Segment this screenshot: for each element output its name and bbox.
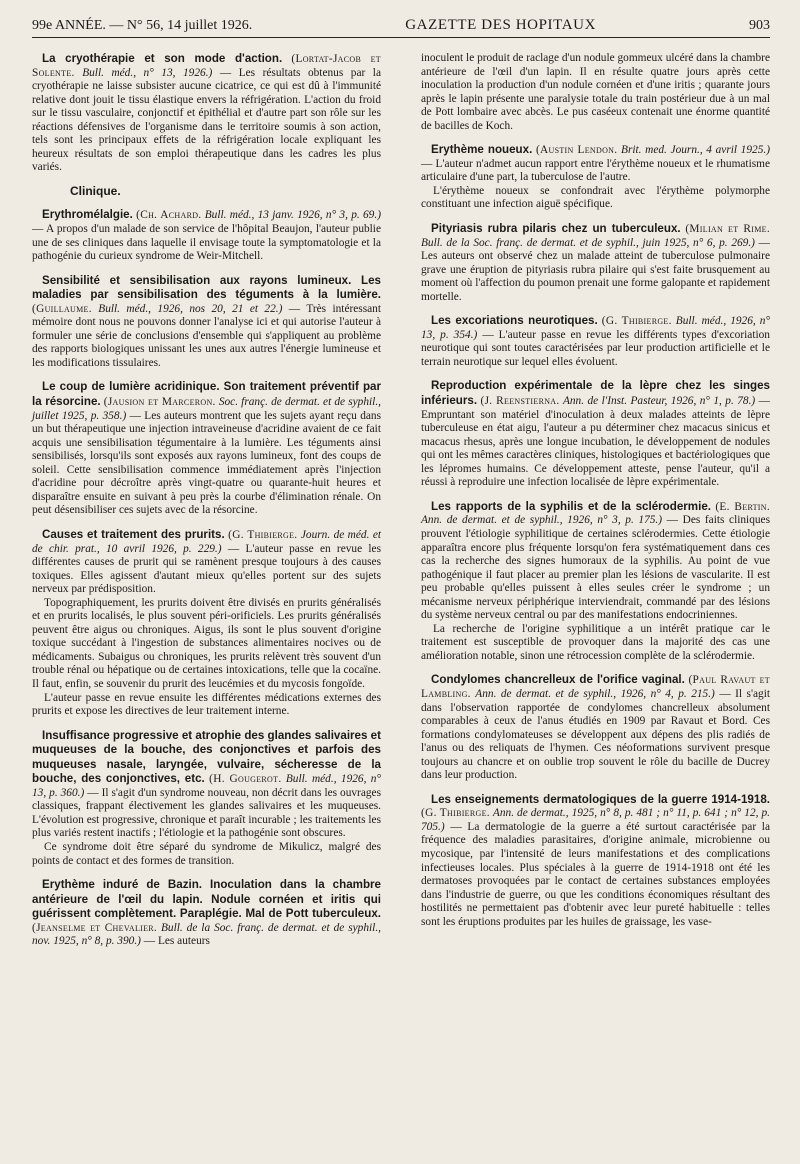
article-text: — Les auteurs ont observé chez un malade atteint de tuberculose pulmonaire grave une éruption de pityriasis rubra pilaire qui s'est faite brusquement au moment où l'affection du poumon prenait une forme galopante et rapidement mortelle. bbox=[421, 236, 771, 303]
article-source: Bull. de la Soc. franç. de dermat. et de syphil., juin 1925, n° 6, p. 269.) bbox=[421, 236, 755, 249]
article-title: Erythromélalgie. bbox=[42, 208, 133, 222]
article-cryotherapie bbox=[32, 52, 381, 175]
article-authors: (Ch. Achard. bbox=[136, 209, 202, 222]
article-source: Bull. méd., 1926, n° 13, p. 354.) bbox=[421, 315, 770, 341]
article-source: Ann. de l'Inst. Pasteur, 1926, n° 1, p. 78.) bbox=[562, 395, 756, 408]
article-authors: (J. Reenstierna. bbox=[480, 395, 560, 408]
page-header bbox=[32, 12, 770, 38]
article-paragraph: Ce syndrome doit être séparé du syndrome de Mikulicz, malgré des points de contact et des formes de transition. bbox=[32, 840, 381, 867]
article-source: Bull. de la Soc. franç. de dermat. et de syphil., nov. 1925, n° 8, p. 390.) bbox=[32, 921, 381, 948]
article-title: Insuffisance progressive et atrophie des glandes salivaires et muqueuses de la bouche, des conjonctives et parfois des muqueuses nasale, laryngée, vulvaire, sécheresse de la bouche, des conjonctives, etc. bbox=[32, 728, 381, 786]
article-lepre bbox=[421, 379, 770, 489]
article-paragraph: La recherche de l'origine syphilitique a un intérêt pratique car le traitement est susceptible de provoquer dans la majorité des cas une amélioration notable, sinon une rétrocession complète de la sclérodermie. bbox=[421, 622, 770, 662]
article-text: — Très intéressant mémoire dont nous ne pouvons donner l'analyse ici et qui autorise l'auteur à formuler une série de conclusions d'ensemble qui s'appliquent au problème des rapports biologiques unissant les unes aux autres l'énergie lumineuse et les modifications tissulaires. bbox=[32, 302, 381, 369]
article-paragraph: Topographiquement, les prurits doivent être divisés en prurits généralisés et en prurits localisés, le plus souvent péri-orificiels. Les prurits généralisés peuvent être aigus ou chroniques. Aigus, ils sont le plus souvent d'origine toxique succédant à l'ingestion de substances alimentaires nocives ou de médicaments. Subaigus ou chroniques, les prurits relèvent très souvent d'un trouble rénal ou hépatique ou de certaines intoxications, telle que la cocaïne. Il faut, enfin, se souvenir du prurit des leucémies et du mycosis fongoïde. bbox=[32, 596, 381, 690]
article-source: Soc. franç. de dermat. et de syphil., juillet 1925, p. 358.) bbox=[32, 396, 381, 422]
article-authors: (H. Gougerot. bbox=[209, 773, 282, 786]
article-authors: (G. Thibierge. bbox=[228, 528, 298, 541]
article-text: — Il s'agit d'un syndrome nouveau, non décrit dans les ouvrages classiques, frappant électivement les glandes salivaires et les muqueuses. L'évolution est progressive, chronique et paraît incurable ; les traitements les plus variés restent inactifs ; l'étiologie et la pathogénie sont obscures. bbox=[32, 786, 381, 840]
issue-info: 99e ANNÉE. — N° 56, 14 juillet 1926. bbox=[32, 18, 253, 33]
article-erytheme-noueux bbox=[421, 143, 770, 212]
article-text: — L'auteur passe en revue les différentes causes de prurit qui se ramènent presque toujours à des causes toxiques. Elles agissent d'autant mieux qu'elles portent sur des sujets nerveux par prédisposition. bbox=[32, 542, 382, 596]
article-source: Brit. med. Journ., 4 avril 1925.) bbox=[621, 144, 770, 157]
article-text: — La dermatologie de la guerre a été surtout caractérisée par la fréquence des maladies parasitaires, d'origine animale, microbienne ou mycosique, par l'intensité de leurs manifestations et des complications infectieuses locales. Plus spéciales à la guerre de 1914-1918 ont été les dermatoses provoquées par le contact de certaines substances employées dans l'industrie de guerre, ou que les conditions économiques résultant des hostilités ne permettaient pas d'obtenir avec leur pureté habituelle : telles sont les éruptions produites par les huiles de graissage, les vase- bbox=[421, 820, 770, 928]
article-authors: (Lortat-Jacob et Solente. bbox=[32, 53, 381, 79]
article-title: Erythème induré de Bazin. Inoculation dans la chambre antérieure de l'œil du lapin. Nodule cornéen et iritis qui guérissent complètement. Paraplégie. Mal de Pott tuberculeux. bbox=[32, 878, 381, 921]
article-prurits bbox=[32, 528, 381, 719]
article-authors: (Guillaume. bbox=[32, 302, 92, 315]
right-column bbox=[421, 52, 770, 959]
article-source: Ann. de dermat., 1925, n° 8, p. 481 ; n° 11, p. 641 ; n° 12, p. 705.) bbox=[421, 807, 770, 833]
article-text: — Les auteurs bbox=[143, 935, 210, 948]
article-title: Reproduction expérimentale de la lèpre chez les singes inférieurs. bbox=[421, 379, 770, 408]
article-sensibilite bbox=[32, 274, 381, 371]
two-column-body bbox=[32, 52, 770, 959]
article-title: Condylomes chancrelleux de l'orifice vaginal. bbox=[431, 673, 685, 687]
article-source: Ann. de dermat. et de syphil., 1926, n° 3, p. 175.) bbox=[421, 514, 663, 527]
article-authors: (G. Thibierge. bbox=[601, 315, 672, 328]
article-coup-de-lumiere bbox=[32, 380, 381, 517]
article-syphilis-sclerodermie bbox=[421, 500, 770, 664]
article-enseignements-guerre bbox=[421, 793, 770, 929]
article-text: — L'auteur passe en revue les différents types d'excoriation neurotique qui sont toutes caractérisées par leur production artificielle et le terrain neurotique sur lequel elles évoluent. bbox=[421, 328, 770, 368]
article-text: — Les résultats obtenus par la cryothérapie ne laisse subsister aucune cicatrice, ce qui est dû à l'immunité relative dont jouit le tissu élastique envers la réfrigération. L'action du froid sur le tissu vasculaire, conjonctif et épithélial et d'autre part son rôle sur les réactions défensives de l'organisme dans le territoire soumis à son action, tels sont les principaux effets de la réfrigération locale expliquant les heureux résultats de son emploi thérapeutique dans les cadres les plus variés. bbox=[32, 66, 381, 174]
article-paragraph: L'auteur passe en revue ensuite les différentes médications externes des prurits et expose les directives de leur traitement interne. bbox=[32, 691, 381, 718]
article-title: Le coup de lumière acridinique. Son traitement préventif par la résorcine. bbox=[32, 380, 381, 409]
article-source: Bull. méd., 1926, nos 20, 21 et 22.) bbox=[98, 302, 283, 315]
journal-title: GAZETTE DES HOPITAUX bbox=[405, 17, 597, 33]
article-authors: (Paul Ravaut et Lambling. bbox=[421, 674, 770, 700]
article-authors: (Austin Lendon. bbox=[535, 144, 618, 157]
article-text: — A propos d'un malade de son service de l'hôpital Beaujon, l'auteur publie une de ses cliniques dans laquelle il envisage toute la symptomatologie et la pathogénie du curieux syndrome de Weir-Mitchell. bbox=[32, 223, 381, 263]
article-source: Journ. de méd. et de chir. prat., 10 avril 1926, p. 229.) bbox=[32, 528, 382, 555]
article-source: Bull. méd., 1926, n° 13, p. 360.) bbox=[32, 773, 381, 799]
article-title: Sensibilité et sensibilisation aux rayons lumineux. Les maladies par sensibilisation des téguments à la lumière. bbox=[32, 273, 381, 302]
article-erythromelalgie bbox=[32, 208, 381, 263]
article-title: Pityriasis rubra pilaris chez un tuberculeux. bbox=[431, 222, 681, 236]
article-title: Les rapports de la syphilis et de la sclérodermie. bbox=[431, 499, 711, 513]
article-authors: (Jausion et Marceron. bbox=[103, 396, 216, 409]
article-text: — Des faits cliniques prouvent l'étiologie syphilitique de certaines sclérodermies. Cette étiologie apparaîtra encore plus fréquente lorsqu'on fera systématiquement dans ces cas la recherche des signes humoraux de la syphilis. Au point de vue pathogénique il faut placer au premier plan les lésions de vascularite. Il est peu probable qu'elles puissent à elles seules créer le syndrome ; un mécanisme nerveux périphérique interviendrait, commandé par des lésions du système nerveux central ou par des manifestations endocriniennes. bbox=[421, 514, 771, 622]
article-source: Ann. de dermat. et de syphil., 1926, n° 4, p. 215.) bbox=[475, 687, 715, 700]
article-authors: (G. Thibierge. bbox=[421, 807, 490, 820]
article-erytheme-bazin-continued bbox=[421, 52, 770, 133]
article-title: Causes et traitement des prurits. bbox=[42, 527, 225, 541]
article-authors: (Milian et Rime. bbox=[685, 223, 770, 236]
section-heading: Clinique. bbox=[70, 183, 121, 198]
article-pityriasis bbox=[421, 222, 770, 304]
article-text: — Il s'agit dans l'observation rapportée de condylomes chancrelleux absolument comparables à ceux de l'anus étudiés en 1909 par Ravaut et Bord. Ces formations condylomateuses se développent aux dépens des plis radiés de l'anus ou des reliquats de l'hymen. Ces néoformations survivent presque toujours au chancre et on oublie trop souvent le rôle du bacille de Ducrey dans leur production. bbox=[421, 687, 771, 782]
article-authors: (Jeanselme et Chevalier. bbox=[32, 921, 158, 934]
article-paragraph: L'érythème noueux se confondrait avec l'érythème polymorphe constituant une infection aiguë spécifique. bbox=[421, 184, 770, 211]
article-text: — Les auteurs montrent que les sujets ayant reçu dans un but thérapeutique une injection intraveineuse d'acridine avaient de ce fait acquis une sensibilisation tégumentaire à la lumière. Les téguments ainsi sensibilisés, lorsqu'ils sont exposés aux rayons lumineux, font des coups de soleil. Cette sensibilisation commence immédiatement après l'injection d'acridine pour décroître après vingt-quatre ou quarante-huit heures et disparaître ensuite en suivant à peu près la courbe d'élimination rénale. On peut désensibiliser ces sujets avec de la résorcine. bbox=[32, 409, 381, 517]
article-insuffisance-glandes bbox=[32, 729, 381, 868]
article-title: Les enseignements dermatologiques de la guerre 1914-1918. bbox=[431, 792, 770, 806]
article-text: — Empruntant son matériel d'inoculation à deux malades atteints de lèpre tuberculeuse en état aigu, l'auteur a pu déterminer chez macacus sinicus et macacus rhesus, après une longue incubation, le développement de nodules qui ont les mêmes caractères cliniques, histologiques et bactériologiques que les lépromes humains. Ce développement atteste, pense l'auteur, qu'il a réussi à reproduire une infection localisée de lèpre expérimentale. bbox=[421, 395, 770, 489]
page-number: 903 bbox=[749, 18, 770, 33]
article-excoriations bbox=[421, 314, 770, 369]
article-erytheme-bazin bbox=[32, 878, 381, 949]
article-paragraph: inoculent le produit de raclage d'un nodule gommeux ulcéré dans la chambre antérieure de l'œil d'un lapin. Il en résulte quatre jours après cette inoculation la production d'un nodule cornéen et d'une iritis ; quarante jours après le lapin présente une paralysie totale du train postérieur due à un mal de Pott lombaire avec abcès. Le pus caséeux contenait une énorme quantité de bacilles de Koch. bbox=[421, 52, 770, 132]
article-title: Erythème noueux. bbox=[431, 143, 533, 157]
article-title: Les excoriations neurotiques. bbox=[431, 314, 598, 328]
article-source: Bull. méd., 13 janv. 1926, n° 3, p. 69.) bbox=[204, 209, 381, 222]
article-authors: (E. Bertin. bbox=[715, 500, 770, 513]
left-column bbox=[32, 52, 381, 959]
article-source: Bull. méd., n° 13, 1926.) bbox=[82, 66, 213, 79]
article-title: La cryothérapie et son mode d'action. bbox=[42, 52, 283, 65]
article-condylomes bbox=[421, 673, 770, 782]
article-text: — L'auteur n'admet aucun rapport entre l'érythème noueux et le rhumatisme articulaire d'une part, la tuberculose de l'autre. bbox=[421, 157, 770, 184]
